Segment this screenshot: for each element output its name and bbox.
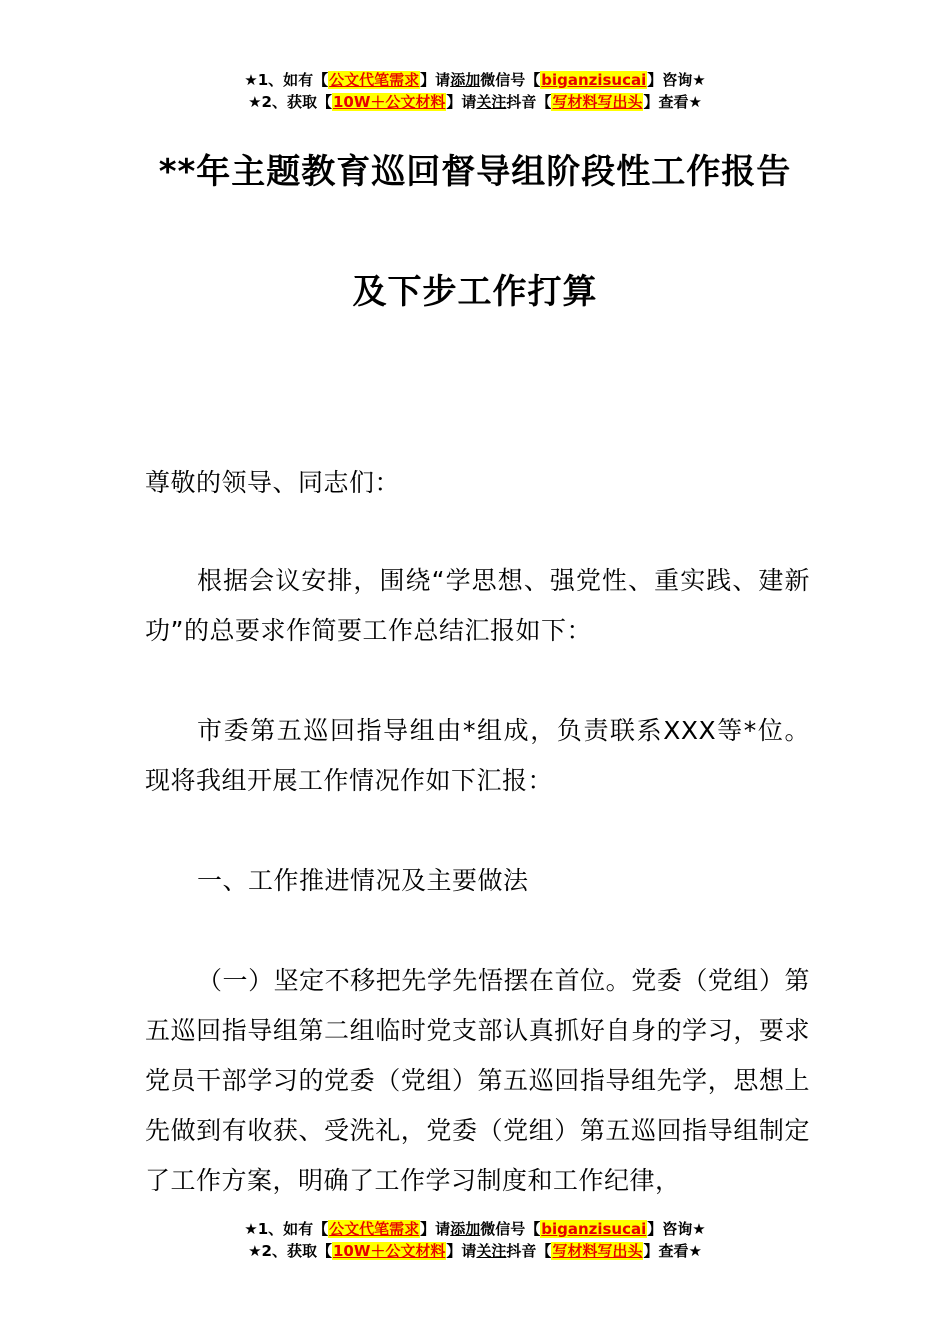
- promo-douyin-id: 写材料写出头: [552, 93, 643, 111]
- paragraph-intro: 根据会议安排，围绕“学思想、强党性、重实践、建新功”的总要求作简要工作总结汇报如下：: [145, 566, 810, 645]
- promo-wechat-id: biganzisucai: [541, 1220, 647, 1238]
- promo-highlight: 公文代笔需求: [329, 1220, 420, 1238]
- promo-line-1: ★1、如有【公文代笔需求】请添加微信号【biganzisucai】咨询★: [244, 1220, 706, 1238]
- promo-banner-top: [0, 69, 950, 113]
- promo-line-1: ★1、如有【公文代笔需求】请添加微信号【biganzisucai】咨询★: [244, 71, 706, 89]
- greeting: 尊敬的领导、同志们：: [145, 468, 401, 497]
- paragraph-section-1: （一）坚定不移把先学先悟摆在首位。党委（党组）第五巡回指导组第二组临时党支部认真抓好自身的学习，要求党员干部学习的党委（党组）第五巡回指导组先学，思想上先做到有收获、受洗礼，党委（党组）第五巡回指导组制定了工作方案，明确了工作学习制度和工作纪律，: [145, 966, 810, 1195]
- promo-line-2: ★2、获取【10W＋公文材料】请关注抖音【写材料写出头】查看★: [248, 1242, 702, 1260]
- promo-highlight: 10W＋公文材料: [332, 93, 446, 111]
- promo-highlight: 10W＋公文材料: [332, 1242, 446, 1260]
- section-heading: 一、工作推进情况及主要做法: [197, 866, 529, 895]
- promo-banner-bottom: [0, 1218, 950, 1262]
- document-title: **年主题教育巡回督导组阶段性工作报告: [158, 152, 792, 192]
- promo-line-2: ★2、获取【10W＋公文材料】请关注抖音【写材料写出头】查看★: [248, 93, 702, 111]
- paragraph-group-info: 市委第五巡回指导组由*组成，负责联系XXX等*位。现将我组开展工作情况作如下汇报：: [145, 716, 810, 795]
- promo-wechat-id: biganzisucai: [541, 71, 647, 89]
- promo-highlight: 公文代笔需求: [329, 71, 420, 89]
- promo-douyin-id: 写材料写出头: [552, 1242, 643, 1260]
- document-title-line-2: 及下步工作打算: [352, 272, 598, 312]
